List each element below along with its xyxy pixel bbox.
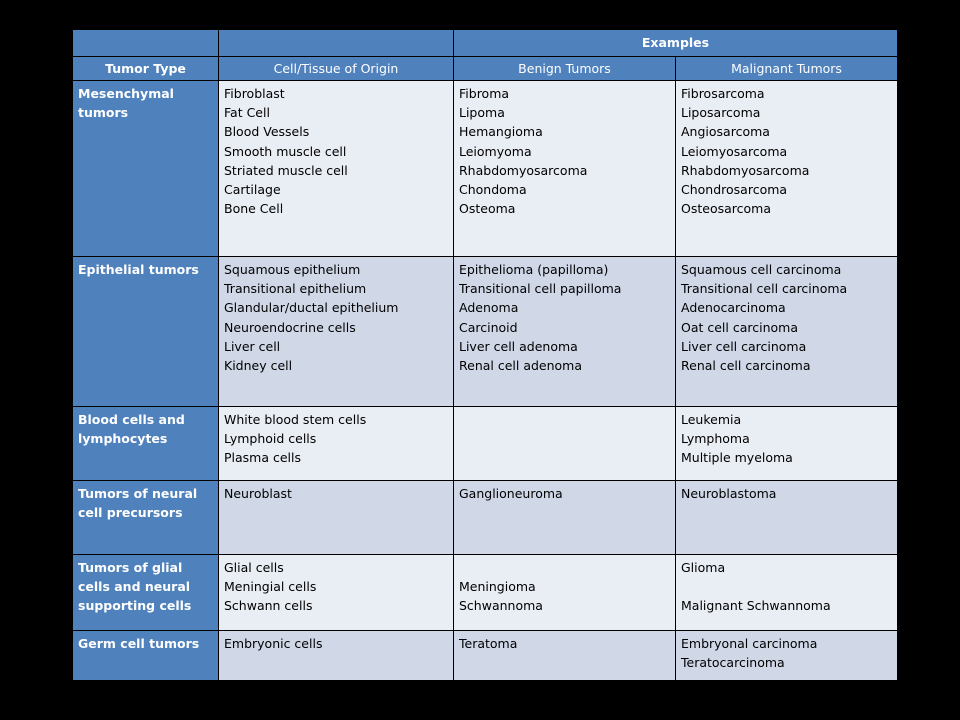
- cell-line: Rhabdomyosarcoma: [459, 162, 588, 178]
- cell-line: Osteoma: [459, 201, 516, 217]
- cell-line: Meningioma: [459, 579, 536, 595]
- cell-line: Teratoma: [459, 636, 518, 651]
- cell-line: Teratocarcinoma: [681, 655, 785, 671]
- cell-line: Striated muscle cell: [224, 162, 348, 178]
- cell-line: Renal cell carcinoma: [681, 358, 811, 374]
- cell-line: Lipoma: [459, 105, 505, 121]
- benign-cell: [454, 407, 676, 481]
- cell-line: Epithelioma (papilloma): [459, 262, 609, 277]
- benign-cell: [454, 631, 676, 681]
- cell-line: Squamous cell carcinoma: [681, 262, 842, 277]
- origin-cell: [219, 555, 454, 631]
- cell-line: Fibrosarcoma: [681, 86, 765, 101]
- cell-line: Neuroblast: [224, 486, 292, 501]
- cell-line: Plasma cells: [224, 450, 302, 466]
- examples-header: Examples: [454, 30, 898, 57]
- cell-line: Leiomyoma: [459, 143, 532, 159]
- table-row: [73, 81, 898, 257]
- benign-cell: [454, 555, 676, 631]
- tumor-type-cell: Germ cell tumors: [73, 631, 219, 681]
- cell-line: Ganglioneuroma: [459, 486, 563, 501]
- cell-line: Embryonal carcinoma: [681, 636, 818, 651]
- blank-line: [459, 558, 670, 577]
- cell-line: Fibroma: [459, 86, 510, 101]
- cell-line: Adenoma: [459, 300, 519, 316]
- cell-line: Cartilage: [224, 182, 281, 198]
- cell-line: Chondrosarcoma: [681, 182, 788, 198]
- cell-line: Squamous epithelium: [224, 262, 361, 277]
- cell-line: Blood Vessels: [224, 124, 310, 140]
- header-empty-cell: [219, 30, 454, 57]
- malignant-cell: [676, 631, 898, 681]
- tumor-type-cell: Tumors of neural cell precursors: [73, 481, 219, 555]
- cell-line: Leukemia: [681, 412, 742, 427]
- cell-line: White blood stem cells: [224, 412, 367, 427]
- cell-line: Multiple myeloma: [681, 450, 793, 466]
- tumor-classification-table: [72, 29, 898, 681]
- origin-cell: [219, 257, 454, 407]
- cell-line: Leiomyosarcoma: [681, 143, 788, 159]
- cell-line: Renal cell adenoma: [459, 358, 583, 374]
- cell-line: Fat Cell: [224, 105, 270, 121]
- cell-line: Osteosarcoma: [681, 201, 771, 217]
- column-header-benign: Benign Tumors: [454, 57, 676, 81]
- header-group-row: [73, 30, 898, 57]
- tumor-type-cell: Epithelial tumors: [73, 257, 219, 407]
- cell-line: Transitional cell carcinoma: [681, 281, 848, 297]
- cell-line: Transitional cell papilloma: [459, 281, 622, 297]
- table-row: [73, 481, 898, 555]
- malignant-cell: [676, 81, 898, 257]
- cell-line: Angiosarcoma: [681, 124, 770, 140]
- cell-line: Fibroblast: [224, 86, 285, 101]
- cell-line: Smooth muscle cell: [224, 143, 347, 159]
- cell-line: Schwannoma: [459, 598, 543, 614]
- cell-line: Liposarcoma: [681, 105, 761, 121]
- benign-cell: [454, 257, 676, 407]
- cell-line: Glioma: [681, 560, 726, 575]
- cell-line: Malignant Schwannoma: [681, 598, 831, 614]
- cell-line: Adenocarcinoma: [681, 300, 786, 316]
- origin-cell: [219, 631, 454, 681]
- cell-line: Kidney cell: [224, 358, 293, 374]
- origin-cell: [219, 481, 454, 555]
- cell-line: Glial cells: [224, 560, 284, 575]
- tumor-type-cell: Blood cells and lymphocytes: [73, 407, 219, 481]
- cell-line: Rhabdomyosarcoma: [681, 162, 810, 178]
- cell-line: Oat cell carcinoma: [681, 319, 799, 335]
- cell-line: Glandular/ductal epithelium: [224, 300, 399, 316]
- cell-line: Chondoma: [459, 182, 527, 198]
- cell-line: Schwann cells: [224, 598, 313, 614]
- cell-line: Liver cell carcinoma: [681, 338, 807, 354]
- cell-line: Liver cell adenoma: [459, 338, 578, 354]
- cell-line: Carcinoid: [459, 319, 518, 335]
- column-header-tumor-type: Tumor Type: [73, 57, 219, 81]
- tumor-type-cell: Mesenchymal tumors: [73, 81, 219, 257]
- origin-cell: [219, 407, 454, 481]
- cell-line: Embryonic cells: [224, 636, 323, 651]
- cell-line: Lymphoma: [681, 431, 750, 447]
- table-row: [73, 555, 898, 631]
- benign-cell: [454, 81, 676, 257]
- column-header-malignant: Malignant Tumors: [676, 57, 898, 81]
- malignant-cell: [676, 257, 898, 407]
- malignant-cell: [676, 481, 898, 555]
- cell-line: Liver cell: [224, 338, 281, 354]
- cell-line: Transitional epithelium: [224, 281, 367, 297]
- column-header-origin: Cell/Tissue of Origin: [219, 57, 454, 81]
- table-row: [73, 631, 898, 681]
- benign-cell: [454, 481, 676, 555]
- origin-cell: [219, 81, 454, 257]
- header-columns-row: [73, 57, 898, 81]
- header-empty-cell: [73, 30, 219, 57]
- tumor-type-cell: Tumors of glial cells and neural supporting cells: [73, 555, 219, 631]
- cell-line: Bone Cell: [224, 201, 284, 217]
- cell-line: Neuroblastoma: [681, 486, 777, 501]
- cell-line: Meningial cells: [224, 579, 317, 595]
- cell-line: Lymphoid cells: [224, 431, 317, 447]
- blank-line: [681, 577, 892, 596]
- table-row: [73, 257, 898, 407]
- malignant-cell: [676, 555, 898, 631]
- cell-line: Neuroendocrine cells: [224, 319, 356, 335]
- table-row: [73, 407, 898, 481]
- cell-line: Hemangioma: [459, 124, 543, 140]
- malignant-cell: [676, 407, 898, 481]
